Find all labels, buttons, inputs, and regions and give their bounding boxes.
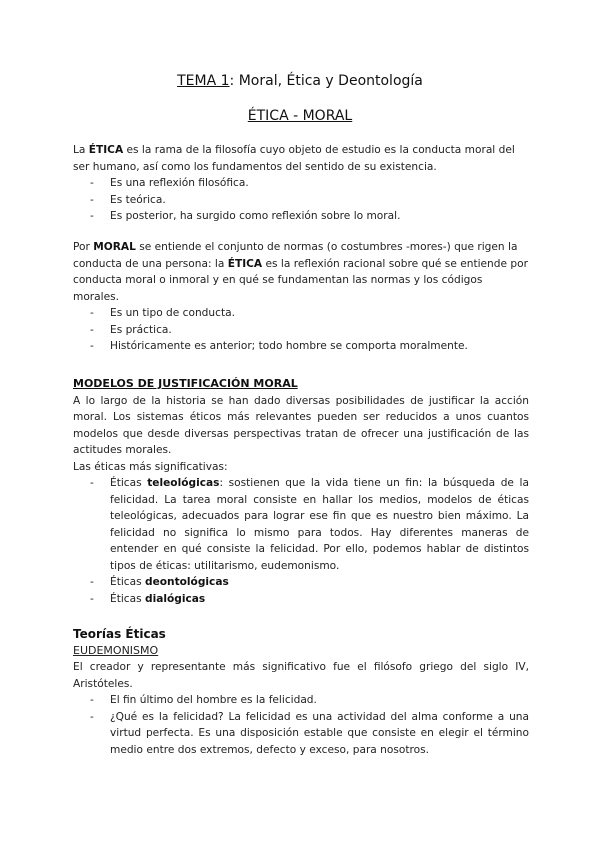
item1-term: teleológicas bbox=[147, 477, 220, 489]
etica-paragraph bbox=[73, 142, 529, 175]
list-item: - Es posterior, ha surgido como reflexión sobre lo moral. bbox=[90, 208, 529, 225]
item2-lead: Éticas bbox=[110, 576, 145, 588]
list-item: - Es práctica. bbox=[90, 322, 529, 339]
section-title-text: ÉTICA - MORAL bbox=[247, 108, 353, 124]
etica-lead: La bbox=[73, 144, 89, 156]
page-title bbox=[0, 73, 600, 89]
etica-rest: es la rama de la filosofía cuyo objeto de estudio es la conducta moral del ser humano, así como los fundamentos del sentido de su existencia. bbox=[73, 144, 515, 173]
etica-term: ÉTICA bbox=[88, 144, 124, 156]
list-item-teleologicas bbox=[90, 475, 529, 574]
title-rest: : Moral, Ética y Deontología bbox=[229, 73, 423, 89]
teorias-heading: Teorías Éticas bbox=[73, 627, 166, 641]
moral-paragraph bbox=[73, 239, 529, 305]
list-item: - Históricamente es anterior; todo hombre se comporta moralmente. bbox=[90, 338, 529, 355]
moral-term: MORAL bbox=[93, 241, 136, 253]
etica-list bbox=[73, 175, 529, 225]
item2-term: deontológicas bbox=[145, 576, 229, 588]
list-item-deontologicas bbox=[90, 574, 529, 591]
modelos-list bbox=[73, 475, 529, 607]
section-title bbox=[0, 108, 600, 124]
moral-lead: Por bbox=[73, 241, 94, 253]
modelos-paragraph: A lo largo de la historia se han dado diversas posibilidades de justificar la acción moral. Los sistemas éticos más relevantes pueden ser reducidos a unos cuantos modelos que desde diversas perspectivas tratan de ofrecer una justificación de las actitudes morales. bbox=[73, 394, 529, 456]
moral-section bbox=[73, 239, 529, 355]
item3-term: dialógicas bbox=[145, 592, 206, 605]
etica-section bbox=[73, 142, 529, 225]
modelos-heading: MODELOS DE JUSTIFICACIÓN MORAL bbox=[73, 377, 298, 390]
item3-lead: Éticas bbox=[110, 592, 145, 605]
teorias-section bbox=[73, 626, 529, 758]
list-item-dialogicas bbox=[90, 591, 529, 608]
moral-mid: se entiende el conjunto de normas (o costumbres -mores-) que rigen la conducta de una persona: la bbox=[73, 241, 518, 270]
teorias-list bbox=[73, 692, 529, 758]
item1-rest: : sostienen que la vida tiene un fin: la búsqueda de la felicidad. La tarea moral consiste en hallar los medios, modelos de éticas teleológicas, adecuados para lograr ese fin que es nuestro bien máximo. La felicidad no significa lo mismo para todos. Hay diferentes maneras de entender en qué consiste la felicidad. Por ello, podemos hablar de distintos tipos de éticas: utilitarismo, eudemonismo. bbox=[110, 477, 529, 572]
title-prefix: TEMA 1 bbox=[177, 73, 230, 89]
moral-term2: ÉTICA bbox=[227, 257, 263, 270]
list-item: - El fin último del hombre es la felicidad. bbox=[90, 692, 529, 709]
eudemonismo-heading: EUDEMONISMO bbox=[73, 643, 159, 657]
list-item: - Es una reflexión filosófica. bbox=[90, 175, 529, 192]
item1-lead: Éticas bbox=[110, 477, 148, 489]
list-item: - ¿Qué es la felicidad? La felicidad es una actividad del alma conforme a una virtud perfecta. Es una disposición estable que consiste en elegir el término medio entre dos extremos, defecto y exceso, para nosotros. bbox=[90, 709, 529, 759]
modelos-section bbox=[73, 376, 529, 607]
teorias-paragraph: El creador y representante más significativo fue el filósofo griego del siglo IV, Aristóteles. bbox=[73, 661, 529, 690]
modelos-intro: Las éticas más significativas: bbox=[73, 460, 228, 473]
moral-rest: es la reflexión racional sobre qué se entiende por conducta moral o inmoral y en qué se fundamentan las normas y los códigos morales. bbox=[73, 257, 528, 303]
list-item: - Es teórica. bbox=[90, 192, 529, 209]
moral-list bbox=[73, 305, 529, 355]
list-item: - Es un tipo de conducta. bbox=[90, 305, 529, 322]
